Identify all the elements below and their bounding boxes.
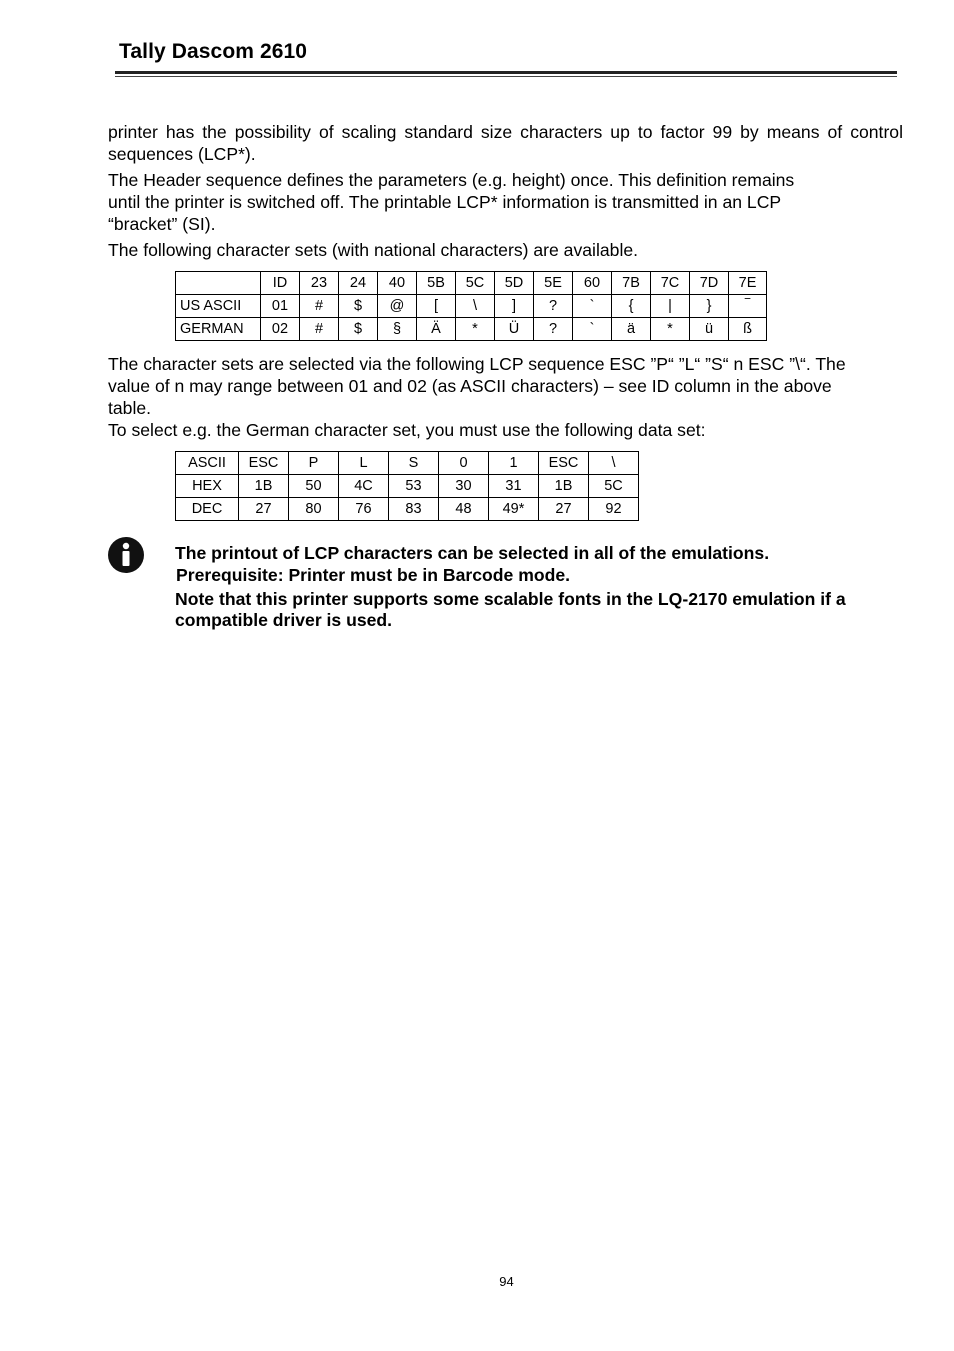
table-cell: # bbox=[300, 318, 339, 341]
table-row bbox=[176, 498, 639, 521]
paragraph-line: until the printer is switched off. The printable LCP* information is transmitted in an LCP bbox=[108, 192, 782, 212]
table-row bbox=[176, 452, 639, 475]
table-cell: ä bbox=[612, 318, 651, 341]
table-cell: 27 bbox=[539, 498, 589, 521]
table-cell: 0 bbox=[439, 452, 489, 475]
paragraph-lcp-sequence bbox=[108, 353, 918, 419]
paragraph-line: value of n may range between 01 and 02 (as ASCII characters) – see ID column in the above bbox=[108, 376, 832, 396]
table-cell: 48 bbox=[439, 498, 489, 521]
paragraph-lcp-intro: printer has the possibility of scaling standard size characters up to factor 99 by means of control sequences (LCP*). bbox=[108, 122, 903, 164]
note-line: compatible driver is used. bbox=[175, 610, 393, 630]
table-cell: Ä bbox=[417, 318, 456, 341]
table-cell: 30 bbox=[439, 475, 489, 498]
table-cell: L bbox=[339, 452, 389, 475]
table-cell: 50 bbox=[289, 475, 339, 498]
table-cell: ` bbox=[573, 295, 612, 318]
table-cell: { bbox=[612, 295, 651, 318]
table-cell: \ bbox=[589, 452, 639, 475]
table-cell: ` bbox=[573, 318, 612, 341]
table-cell: 31 bbox=[489, 475, 539, 498]
table-cell: 23 bbox=[300, 272, 339, 295]
table-cell bbox=[176, 272, 261, 295]
table-cell: } bbox=[690, 295, 729, 318]
info-icon bbox=[108, 537, 144, 573]
note-line: The printout of LCP characters can be selected in all of the emulations. bbox=[175, 543, 770, 563]
table-cell: * bbox=[651, 318, 690, 341]
table-cell: | bbox=[651, 295, 690, 318]
paragraph-line: table. bbox=[108, 398, 152, 418]
table-cell: # bbox=[300, 295, 339, 318]
table-cell: 60 bbox=[573, 272, 612, 295]
page-number: 94 bbox=[499, 1274, 514, 1289]
table-cell: 02 bbox=[261, 318, 300, 341]
table-row bbox=[176, 475, 639, 498]
table-cell: S bbox=[389, 452, 439, 475]
table-cell: HEX bbox=[176, 475, 239, 498]
table-cell: $ bbox=[339, 318, 378, 341]
table-cell: 7E bbox=[729, 272, 767, 295]
table-cell: ? bbox=[534, 295, 573, 318]
table-cell: @ bbox=[378, 295, 417, 318]
table-cell: ID bbox=[261, 272, 300, 295]
table-row bbox=[176, 272, 767, 295]
note-line: Prerequisite: Printer must be in Barcode mode. bbox=[176, 565, 571, 585]
table-cell: $ bbox=[339, 295, 378, 318]
table-cell: 49* bbox=[489, 498, 539, 521]
table-cell: 7C bbox=[651, 272, 690, 295]
header-rule-thin bbox=[115, 76, 897, 77]
table-row bbox=[176, 318, 767, 341]
table-cell: 5C bbox=[589, 475, 639, 498]
table-cell: ESC bbox=[239, 452, 289, 475]
page-header-title: Tally Dascom 2610 bbox=[119, 40, 308, 63]
table-cell: 53 bbox=[389, 475, 439, 498]
table-cell: P bbox=[289, 452, 339, 475]
table-cell: DEC bbox=[176, 498, 239, 521]
table-cell: ] bbox=[495, 295, 534, 318]
table-cell: 80 bbox=[289, 498, 339, 521]
data-set-table bbox=[175, 451, 639, 521]
note-line: Note that this printer supports some scalable fonts in the LQ-2170 emulation if a bbox=[175, 589, 846, 609]
table-cell: 7D bbox=[690, 272, 729, 295]
table-cell: 5B bbox=[417, 272, 456, 295]
table-cell: 4C bbox=[339, 475, 389, 498]
table-cell: 76 bbox=[339, 498, 389, 521]
table-cell: ? bbox=[534, 318, 573, 341]
paragraph-line: The Header sequence defines the parameters (e.g. height) once. This definition remains bbox=[108, 170, 795, 190]
table-cell: 1B bbox=[239, 475, 289, 498]
table-cell: 5E bbox=[534, 272, 573, 295]
table-cell: 01 bbox=[261, 295, 300, 318]
table-cell: GERMAN bbox=[176, 318, 261, 341]
paragraph-character-sets: The following character sets (with national characters) are available. bbox=[108, 240, 639, 260]
table-cell: \ bbox=[456, 295, 495, 318]
header-rule bbox=[115, 71, 897, 74]
table-cell: US ASCII bbox=[176, 295, 261, 318]
table-cell: [ bbox=[417, 295, 456, 318]
table-cell: 83 bbox=[389, 498, 439, 521]
paragraph-line: “bracket” (SI). bbox=[108, 214, 216, 234]
paragraph-german-example: To select e.g. the German character set, you must use the following data set: bbox=[108, 420, 706, 440]
table-cell: ß bbox=[729, 318, 767, 341]
table-cell: Ü bbox=[495, 318, 534, 341]
table-cell: 40 bbox=[378, 272, 417, 295]
table-cell: 7B bbox=[612, 272, 651, 295]
table-cell: 24 bbox=[339, 272, 378, 295]
table-cell: 5D bbox=[495, 272, 534, 295]
paragraph-line: The character sets are selected via the following LCP sequence ESC ”P“ ”L“ ”S“ n ESC ”\“. The bbox=[108, 354, 846, 374]
table-cell: § bbox=[378, 318, 417, 341]
table-cell: ü bbox=[690, 318, 729, 341]
paragraph-header-sequence bbox=[108, 169, 918, 235]
table-cell: 1 bbox=[489, 452, 539, 475]
table-cell: 1B bbox=[539, 475, 589, 498]
table-cell: ASCII bbox=[176, 452, 239, 475]
table-cell: 92 bbox=[589, 498, 639, 521]
table-cell: 27 bbox=[239, 498, 289, 521]
table-cell: ESC bbox=[539, 452, 589, 475]
table-cell: ‾ bbox=[729, 295, 767, 318]
table-cell: * bbox=[456, 318, 495, 341]
table-row bbox=[176, 295, 767, 318]
character-set-table bbox=[175, 271, 767, 341]
table-cell: 5C bbox=[456, 272, 495, 295]
